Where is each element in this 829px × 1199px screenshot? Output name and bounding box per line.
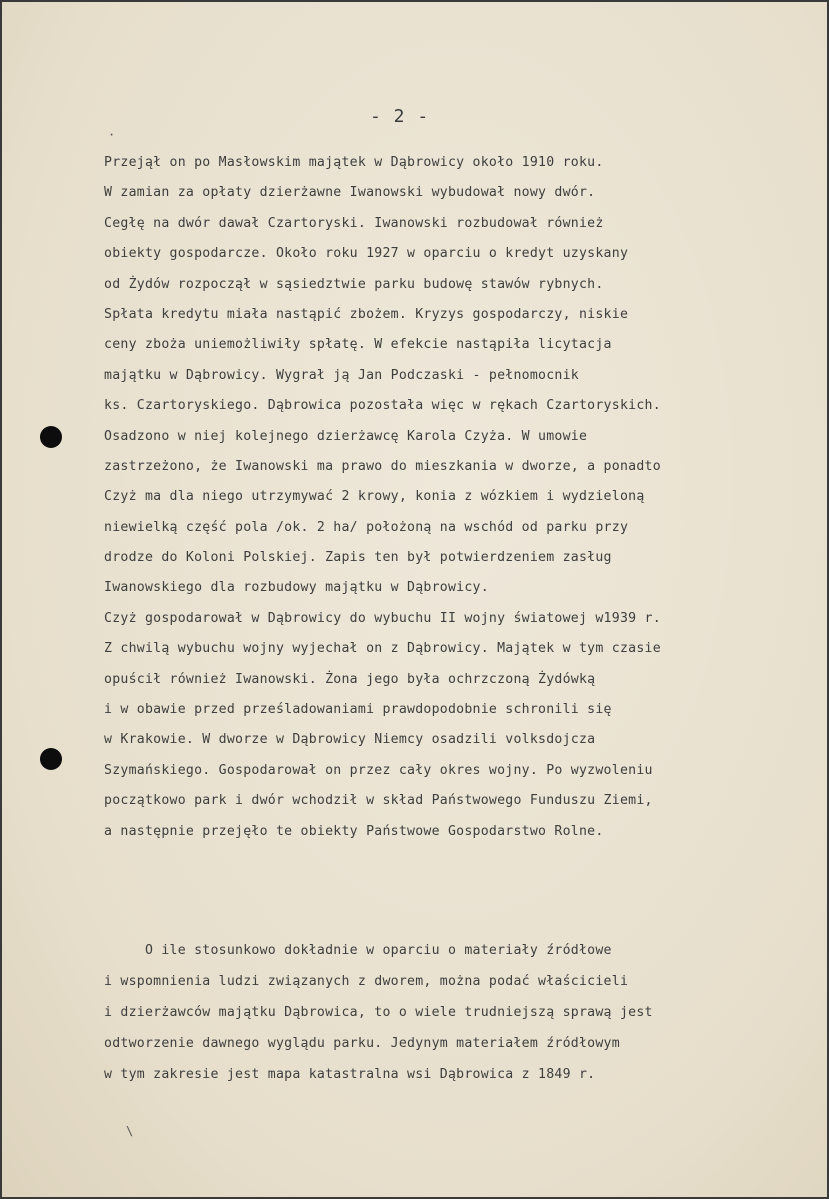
text-line: O ile stosunkowo dokładnie w oparciu o materiały źródłowe bbox=[104, 943, 612, 958]
text-line: w tym zakresie jest mapa katastralna wsi Dąbrowica z 1849 r. bbox=[104, 1067, 596, 1082]
text-line: opuścił również Iwanowski. Żona jego była ochrzczoną Żydówką bbox=[104, 671, 596, 687]
punch-hole bbox=[40, 426, 62, 448]
text-line: Cegłę na dwór dawał Czartoryski. Iwanowski rozbudował również bbox=[104, 215, 604, 231]
text-line: zastrzeżono, że Iwanowski ma prawo do mieszkania w dworze, a ponadto bbox=[104, 458, 661, 474]
text-line: Czyż ma dla niego utrzymywać 2 krowy, konia z wózkiem i wydzieloną bbox=[104, 489, 645, 505]
text-line: obiekty gospodarcze. Około roku 1927 w oparciu o kredyt uzyskany bbox=[104, 246, 629, 262]
text-line: Czyż gospodarował w Dąbrowicy do wybuchu II wojny światowej w1939 r. bbox=[104, 610, 661, 626]
text-line: Iwanowskiego dla rozbudowy majątku w Dąbrowicy. bbox=[104, 580, 489, 596]
text-line: ceny zboża uniemożliwiły spłatę. W efekcie nastąpiła licytacja bbox=[104, 337, 612, 353]
text-line: Z chwilą wybuchu wojny wyjechał on z Dąbrowicy. Majątek w tym czasie bbox=[104, 641, 661, 657]
text-line: Osadzono w niej kolejnego dzierżawcę Karola Czyża. W umowie bbox=[104, 428, 588, 444]
text-line: odtworzenie dawnego wyglądu parku. Jedynym materiałem źródłowym bbox=[104, 1036, 620, 1051]
text-line: majątku w Dąbrowicy. Wygrał ją Jan Podczaski - pełnomocnik bbox=[104, 367, 579, 383]
text-line: w Krakowie. W dworze w Dąbrowicy Niemcy osadzili volksdojcza bbox=[104, 732, 596, 748]
punch-hole bbox=[40, 748, 62, 770]
stray-mark: \ bbox=[126, 1124, 134, 1138]
text-line: W zamian za opłaty dzierżawne Iwanowski wybudował nowy dwór. bbox=[104, 185, 596, 201]
text-line: a następnie przejęło te obiekty Państwowe Gospodarstwo Rolne. bbox=[104, 823, 604, 839]
text-line: niewielką część pola /ok. 2 ha/ położoną na wschód od parku przy bbox=[104, 519, 629, 535]
text-line: od Żydów rozpoczął w sąsiedztwie parku budowę stawów rybnych. bbox=[104, 276, 604, 292]
text-line: początkowo park i dwór wchodził w skład Państwowego Funduszu Ziemi, bbox=[104, 793, 653, 809]
paragraph bbox=[104, 148, 816, 847]
text-line: Szymańskiego. Gospodarował on przez cały okres wojny. Po wyzwoleniu bbox=[104, 762, 653, 778]
text-line: Przejął on po Masłowskim majątek w Dąbrowicy około 1910 roku. bbox=[104, 155, 604, 170]
stray-mark: · bbox=[108, 128, 116, 142]
page-number: - 2 - bbox=[370, 106, 430, 127]
text-line: i dzierżawców majątku Dąbrowica, to o wiele trudniejszą sprawą jest bbox=[104, 1005, 653, 1020]
text-line: i wspomnienia ludzi związanych z dworem, można podać właścicieli bbox=[104, 974, 629, 989]
text-line: i w obawie przed prześladowaniami prawdopodobnie schronili się bbox=[104, 702, 612, 718]
text-line: Spłata kredytu miała nastąpić zbożem. Kryzys gospodarczy, niskie bbox=[104, 306, 629, 322]
text-line: drodze do Koloni Polskiej. Zapis ten był potwierdzeniem zasług bbox=[104, 550, 612, 566]
paragraph bbox=[104, 935, 816, 1090]
text-line: ks. Czartoryskiego. Dąbrowica pozostała więc w rękach Czartoryskich. bbox=[104, 398, 661, 414]
